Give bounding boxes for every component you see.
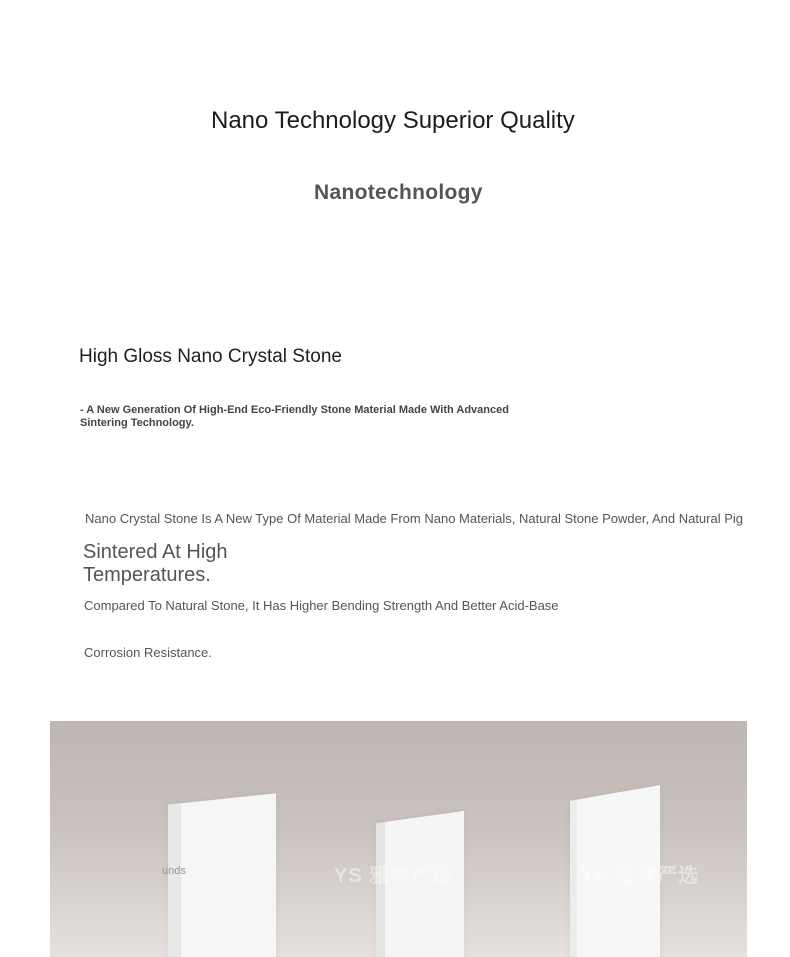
section-description: - A New Generation Of High-End Eco-Friendly Stone Material Made With Advanced Sintering Technology.: [80, 404, 509, 429]
sinter-heading: Sintered At High Temperatures.: [83, 541, 228, 586]
hero-subtitle: Nanotechnology: [314, 181, 483, 204]
product-photo: [50, 721, 747, 957]
watermark: YS 雅客严选: [334, 865, 454, 887]
watermark: YS 雅客严选: [580, 865, 700, 887]
compare-text: Compared To Natural Stone, It Has Higher Bending Strength And Better Acid-Base: [84, 598, 559, 613]
corrosion-text: Corrosion Resistance.: [84, 645, 212, 660]
hero-title: Nano Technology Superior Quality: [211, 107, 575, 134]
photo-label: unds: [162, 865, 186, 877]
section-title: High Gloss Nano Crystal Stone: [79, 346, 342, 367]
intro-paragraph: Nano Crystal Stone Is A New Type Of Material Made From Nano Materials, Natural Stone Powder, And Natural Pig: [85, 511, 744, 526]
